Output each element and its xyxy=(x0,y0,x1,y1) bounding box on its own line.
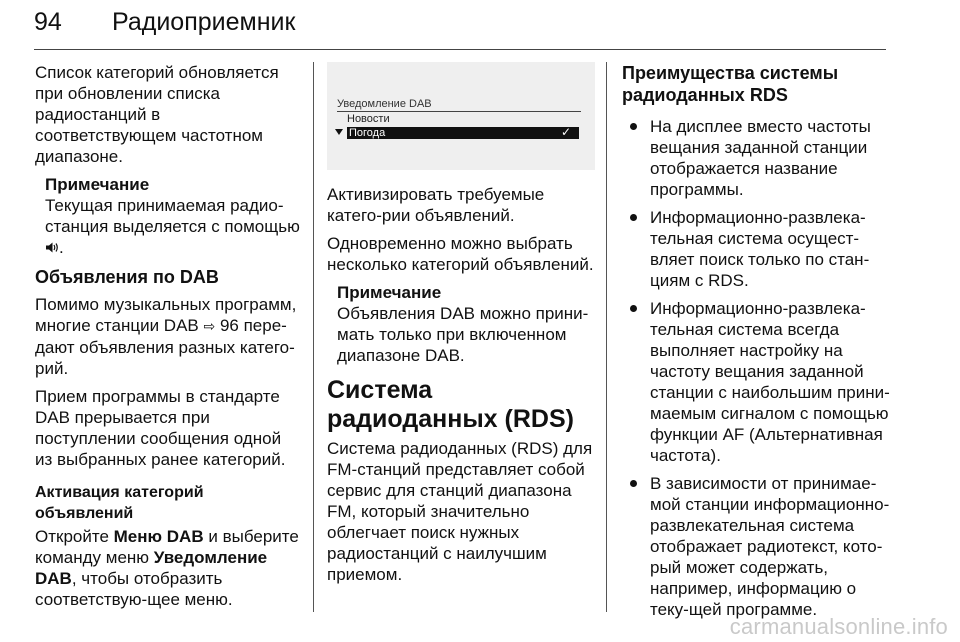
section-heading-rds-advantages: Преимущества системы радиоданных RDS xyxy=(622,63,839,105)
paragraph: Одновременно можно выбрать несколько категорий объявлений. xyxy=(327,234,594,274)
paragraph: Список категорий обновляется при обновлении списка радиостанций в соответствующем частотном диапазоне. xyxy=(35,63,279,166)
checkmark-icon: ✓ xyxy=(560,125,571,139)
note-text: Объявления DAB можно прини-мать только при включенном диапазоне DAB. xyxy=(337,304,589,365)
screen-item: Новости xyxy=(347,113,390,125)
selected-label: Погода xyxy=(349,127,386,139)
subsection-heading: Активация категорий объявлений xyxy=(35,484,204,522)
watermark: carmanualsonline.info xyxy=(729,614,948,639)
bullet-icon xyxy=(630,480,637,487)
note-text-end: . xyxy=(59,238,64,257)
screen-title: Уведомление DAB xyxy=(337,98,432,110)
menu-name: Меню DAB xyxy=(113,527,204,546)
text: , чтобы отобразить соответствую-щее меню. xyxy=(35,569,233,609)
column-divider xyxy=(606,62,607,612)
note xyxy=(45,174,303,258)
note-title: Примечание xyxy=(45,175,150,194)
page-title: Радиоприемник xyxy=(112,8,296,36)
column-divider xyxy=(313,62,314,612)
list-item-text: Информационно-развлека-тельная система осущест-вляет поиск только по стан-циям с RDS. xyxy=(650,208,870,290)
note-text: Текущая принимаемая радио-станция выделяется с помощью xyxy=(45,196,300,236)
screen-item-selected xyxy=(347,127,579,139)
list-item-text: На дисплее вместо частоты вещания заданной станции отображается название программы. xyxy=(650,117,871,199)
note xyxy=(337,282,595,366)
display-screenshot xyxy=(327,62,595,170)
bullet-icon xyxy=(630,123,637,130)
text: Откройте xyxy=(35,527,109,546)
list-item xyxy=(622,473,894,620)
speaker-icon xyxy=(45,241,59,254)
paragraph xyxy=(35,526,303,610)
paragraph: Прием программы в стандарте DAB прерывается при поступлении сообщения одной из выбранных ранее категорий. xyxy=(35,387,286,469)
column-2 xyxy=(327,62,595,592)
note-title: Примечание xyxy=(337,283,442,302)
page-header xyxy=(34,8,894,48)
list-item xyxy=(622,207,894,291)
list-item xyxy=(622,116,894,200)
list-item-text: В зависимости от принимае-мой станции информационно-развлекательная система отображает радиотекст, кото-рый может содержать, например, информацию о теку-щей программе. xyxy=(650,474,890,619)
text: 96 пере-дают объявления разных катего-рий. xyxy=(35,316,295,378)
paragraph xyxy=(35,294,303,379)
text: и выберите команду меню xyxy=(35,527,299,567)
bullet-list xyxy=(622,116,894,620)
column-1 xyxy=(35,62,303,617)
bullet-icon xyxy=(630,305,637,312)
screen-divider xyxy=(337,111,581,112)
list-item xyxy=(622,298,894,466)
section-heading-rds: Система радиоданных (RDS) xyxy=(327,376,574,433)
page-reference-arrow-icon: ⇨ xyxy=(203,318,216,334)
bullet-icon xyxy=(630,214,637,221)
section-heading-dab-announcements: Объявления по DAB xyxy=(35,267,219,287)
page-number: 94 xyxy=(34,8,62,36)
header-rule xyxy=(34,49,886,50)
paragraph: Активизировать требуемые катего-рии объявлений. xyxy=(327,185,545,225)
column-3 xyxy=(622,62,894,627)
menu-name: Уведомление DAB xyxy=(35,548,268,588)
paragraph: Система радиоданных (RDS) для FM-станций представляет собой сервис для станций диапазона FM, который значительно облегчает поиск нужных радиостанций с наилучшим приемом. xyxy=(327,439,593,584)
list-item-text: Информационно-развлека-тельная система всегда выполняет настройку на частоту вещания заданной станции с наибольшим прини-маемым сигналом с помощью функции AF (Альтернативная частота). xyxy=(650,299,890,465)
scroll-down-icon xyxy=(335,129,343,135)
text: Помимо музыкальных программ, многие станции DAB xyxy=(35,295,297,335)
